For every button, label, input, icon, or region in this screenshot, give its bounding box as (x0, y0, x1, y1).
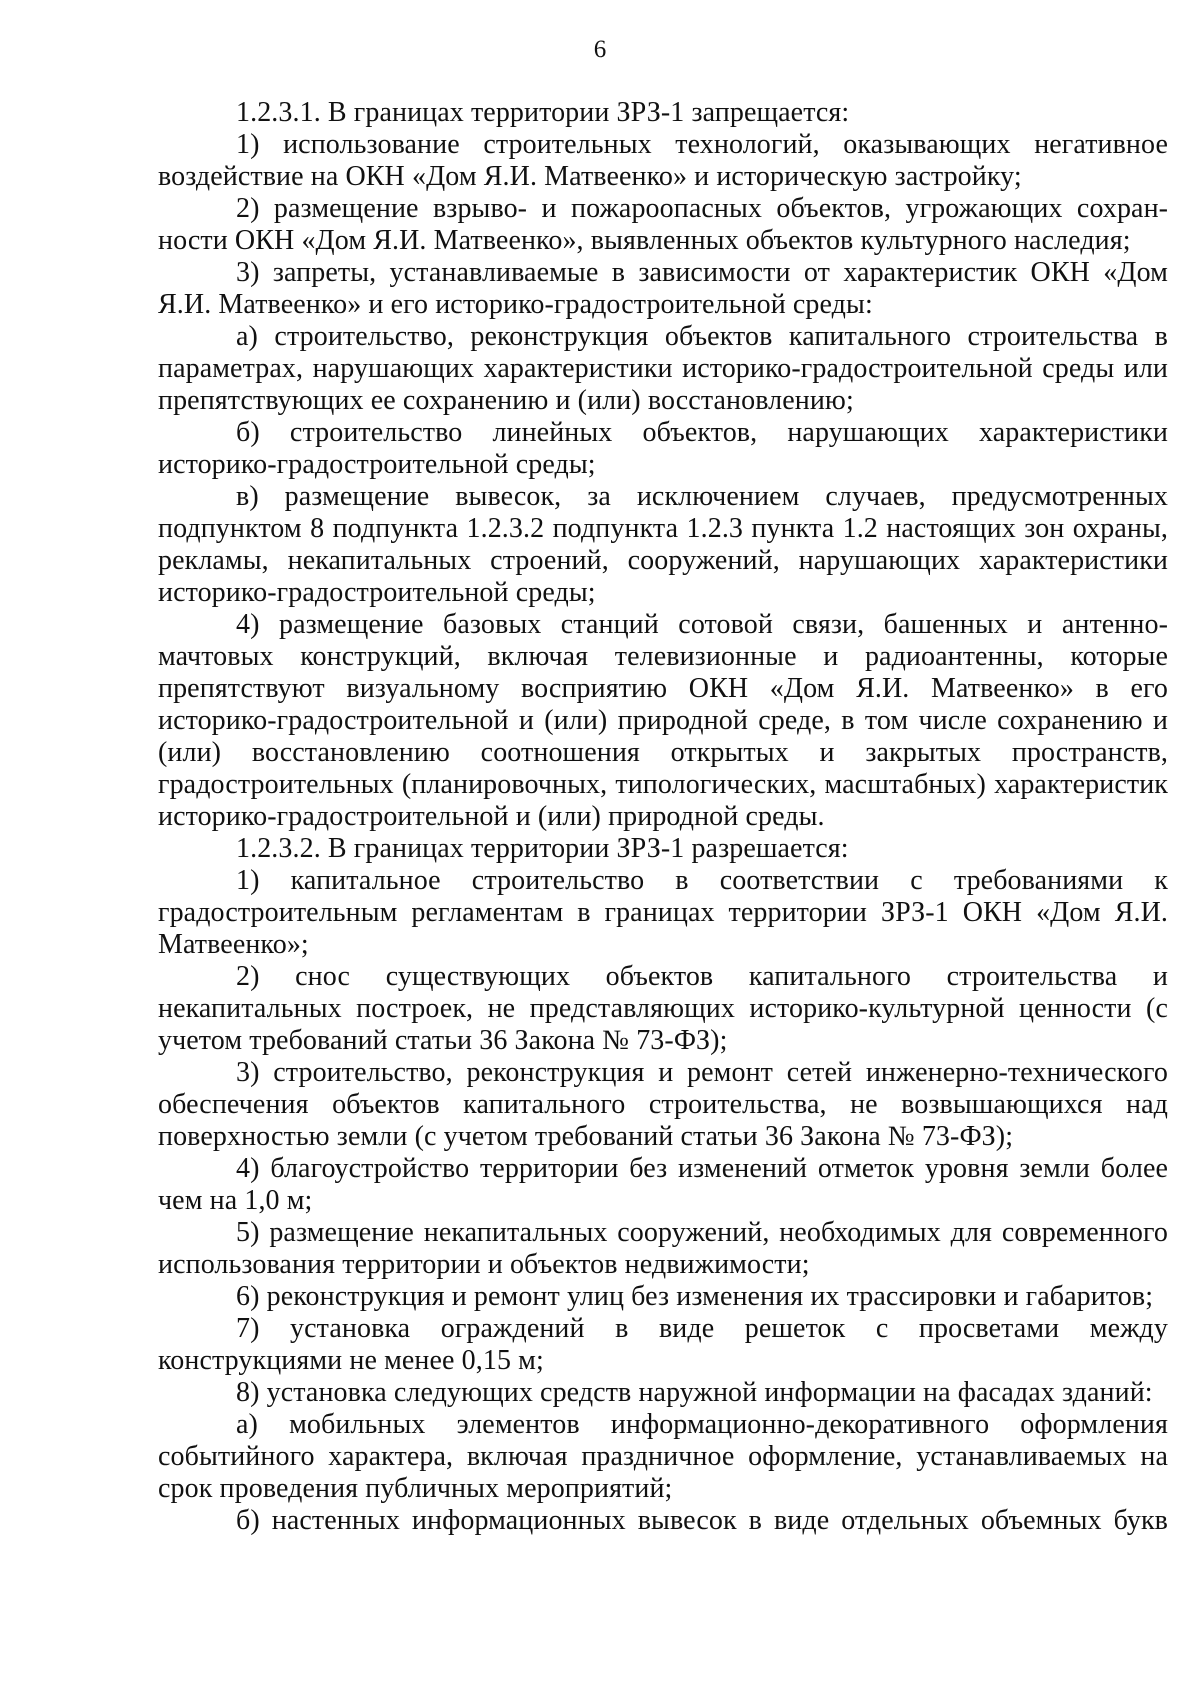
paragraph-permission-6: 6) реконструкция и ремонт улиц без изменения их трассировки и габаритов; (236, 1281, 1154, 1312)
paragraph-1-2-3-2-heading: 1.2.3.2. В границах территории ЗРЗ-1 разрешается: (236, 833, 849, 864)
paragraph-prohibition-3v: в) размещение вывесок, за исключением случаев, предусмотренных подпунктом 8 подпункта 1.2.3.2 подпункта 1.2.3 пункта 1.2 настоящих зон охраны, рекламы, некапитальных строений, сооружений, нарушающих характеристики историко-градостроительной среды; (158, 481, 1168, 608)
document-body (158, 97, 1168, 1537)
paragraph-permission-8a: а) мобильных элементов информационно-декоративного оформления событийного характера, включая праздничное оформление, устанавливаемых на срок проведения публичных мероприятий; (158, 1409, 1168, 1504)
paragraph-prohibition-3: 3) запреты, устанавливаемые в зависимости от характеристик ОКН «Дом Я.И. Матвеенко» и его историко-градостроительной среды: (158, 257, 1168, 320)
paragraph-prohibition-3b: б) строительство линейных объектов, нарушающих характеристики историко-градостроительной среды; (158, 417, 1168, 480)
paragraph-permission-2: 2) снос существующих объектов капитального строительства и некапитальных построек, не представляющих историко-культурной ценности (с учетом требований статьи 36 Закона № 73-ФЗ); (158, 961, 1168, 1056)
paragraph-1-2-3-1-heading: 1.2.3.1. В границах территории ЗРЗ-1 запрещается: (236, 97, 850, 128)
paragraph-permission-8: 8) установка следующих средств наружной информации на фасадах зданий: (236, 1377, 1153, 1408)
paragraph-permission-8b: б) настенных информационных вывесок в виде отдельных объемных букв (236, 1505, 1168, 1536)
paragraph-prohibition-2: 2) размещение взрыво- и пожароопасных объектов, угрожающих сохранности ОКН «Дом Я.И. Матвеенко», выявленных объектов культурного наследия; (158, 193, 1168, 256)
paragraph-prohibition-1: 1) использование строительных технологий, оказывающих негативное воздействие на ОКН «Дом Я.И. Матвеенко» и историческую застройку; (158, 129, 1168, 192)
page-number: 6 (593, 36, 607, 63)
paragraph-permission-3: 3) строительство, реконструкция и ремонт сетей инженерно-технического обеспечения объектов капитального строительства, не возвышающихся над поверхностью земли (с учетом требований статьи 36 Закона № 73-ФЗ); (158, 1057, 1168, 1152)
paragraph-permission-5: 5) размещение некапитальных сооружений, необходимых для современного использования территории и объектов недвижимости; (158, 1217, 1168, 1280)
paragraph-permission-1: 1) капитальное строительство в соответствии с требованиями к градостроительным регламентам в границах территории ЗРЗ-1 ОКН «Дом Я.И. Матвеенко»; (158, 865, 1168, 960)
paragraph-prohibition-3a: а) строительство, реконструкция объектов капитального строительства в параметрах, нарушающих характеристики историко-градостроительной среды или препятствующих ее сохранению и (или) восстановлению; (158, 321, 1168, 416)
paragraph-permission-7: 7) установка ограждений в виде решеток с просветами между конструкциями не менее 0,15 м; (158, 1313, 1168, 1376)
paragraph-permission-4: 4) благоустройство территории без изменений отметок уровня земли более чем на 1,0 м; (158, 1153, 1168, 1216)
paragraph-prohibition-4: 4) размещение базовых станций сотовой связи, башенных и антенно-мачтовых конструкций, включая телевизионные и радиоантенны, которые препятствуют визуальному восприятию ОКН «Дом Я.И. Матвеенко» в его историко-градостроительной и (или) природной среде, в том числе сохранению и (или) восстановлению соотношения открытых и закрытых пространств, градостроительных (планировочных, типологических, масштабных) характеристик историко-градостроительной и (или) природной среды. (158, 609, 1168, 832)
